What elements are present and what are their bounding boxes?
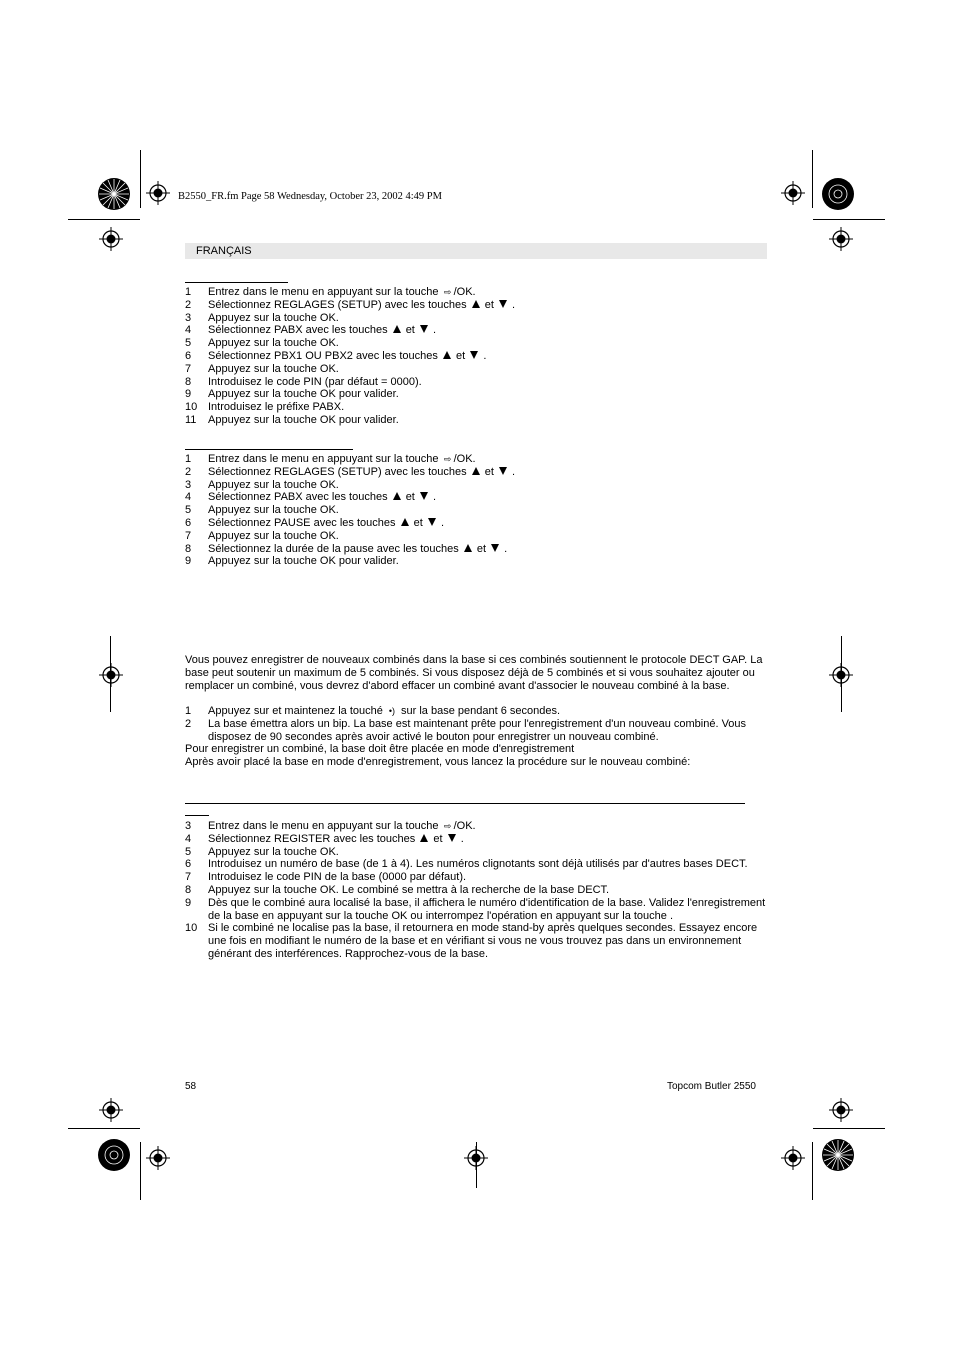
list-item — [185, 491, 515, 504]
list-item — [185, 555, 515, 568]
step-number: 2 — [185, 465, 192, 478]
step-number: 4 — [185, 491, 192, 504]
registration-mark — [829, 663, 853, 687]
step-text: Appuyez sur la touche OK. — [208, 845, 339, 858]
section-header-label: FRANÇAIS — [196, 245, 252, 257]
up-arrow-icon — [472, 467, 480, 475]
list-item — [185, 350, 515, 363]
step-number: 10 — [185, 922, 198, 935]
step-text: Sélectionnez REGLAGES (SETUP) avec les touches — [208, 298, 470, 311]
crop-mark — [812, 150, 813, 208]
down-arrow-icon — [448, 834, 456, 842]
up-arrow-icon — [393, 325, 401, 333]
list-item — [185, 884, 769, 897]
color-wheel-mark — [97, 1138, 131, 1172]
step-text-suffix: . — [512, 298, 516, 311]
step-text: Appuyez sur la touche OK. — [208, 529, 339, 542]
step-text: Dès que le combiné aura localisé la base, il affichera le numéro d'identification de la base. Validez l'enregistrement de la base en appuyant sur la touche OK ou interrompez l'opération en appuyant sur la touche . — [208, 896, 766, 922]
step-number: 1 — [185, 705, 192, 717]
step-text: Sélectionnez REGLAGES (SETUP) avec les touches — [208, 465, 470, 478]
list-item — [185, 517, 515, 530]
step-number: 11 — [185, 413, 197, 426]
step-text: Appuyez sur la touche OK. Le combiné se mettra à la recherche de la base DECT. — [208, 883, 610, 896]
color-wheel-mark — [97, 177, 131, 211]
section-rule — [185, 815, 209, 816]
list-item — [185, 401, 515, 414]
up-arrow-icon — [401, 518, 409, 526]
step-number: 6 — [185, 349, 192, 362]
step-number: 2 — [185, 298, 192, 311]
conjunction: et — [484, 465, 494, 478]
list-item — [185, 286, 515, 299]
step-text: Appuyez sur la touche OK pour valider. — [208, 413, 399, 426]
list-item — [185, 299, 515, 312]
list-item — [185, 858, 769, 871]
step-number: 5 — [185, 504, 192, 517]
list-item — [185, 504, 515, 517]
menu-key-icon: ⇨ — [443, 454, 452, 464]
crop-mark — [140, 150, 141, 208]
step-number: 8 — [185, 375, 192, 388]
step-text: Introduisez un numéro de base (de 1 à 4). Les numéros clignotants sont déjà utilisés par d'autres bases DECT. — [208, 858, 748, 871]
step-text: Sélectionnez la durée de la pause avec les touches — [208, 542, 462, 555]
step-text: Appuyez sur la touche OK. — [208, 311, 339, 324]
list-item — [185, 337, 515, 350]
step-number: 3 — [185, 478, 192, 491]
step-text-suffix: . — [460, 832, 464, 845]
conjunction: et — [476, 542, 487, 555]
conjunction: et — [456, 349, 466, 362]
list-item — [185, 922, 769, 960]
down-arrow-icon — [470, 351, 478, 359]
step-number: 3 — [185, 311, 192, 324]
step-text-suffix: . — [504, 542, 508, 555]
step-text-suffix: /OK. — [453, 820, 476, 832]
step-number: 6 — [185, 858, 192, 871]
step-number: 3 — [185, 820, 192, 832]
list-item — [185, 363, 515, 376]
steps-list-pause — [185, 453, 515, 568]
step-number: 8 — [185, 883, 192, 896]
down-arrow-icon — [428, 518, 436, 526]
note-procedure: Après avoir placé la base en mode d'enregistrement, vous lancez la procédure sur le nouveau combiné: — [185, 756, 691, 768]
step-text-suffix: . — [512, 465, 516, 478]
step-number: 2 — [185, 717, 192, 730]
conjunction: et — [433, 832, 443, 845]
step-text: Appuyez sur la touche OK pour valider. — [208, 388, 399, 401]
step-text: Sélectionnez REGISTER avec les touches — [208, 832, 419, 845]
step-text: Appuyez sur la touche OK pour valider. — [208, 555, 399, 568]
step-text: Entrez dans le menu en appuyant sur la touche — [208, 286, 442, 298]
registration-mark — [829, 1098, 853, 1122]
step-number: 4 — [185, 324, 192, 337]
section-rule — [185, 449, 353, 450]
down-arrow-icon — [420, 325, 428, 333]
registration-mark — [781, 1146, 805, 1170]
step-number: 9 — [185, 896, 192, 909]
list-item — [185, 312, 515, 325]
step-text: Sélectionnez PAUSE avec les touches — [208, 516, 399, 529]
step-number: 5 — [185, 337, 192, 350]
registration-mark — [99, 1098, 123, 1122]
list-item — [185, 718, 769, 744]
conjunction: et — [484, 298, 494, 311]
up-arrow-icon — [464, 544, 472, 552]
up-arrow-icon — [472, 300, 480, 308]
step-text: Entrez dans le menu en appuyant sur la touche — [208, 820, 442, 832]
down-arrow-icon — [420, 492, 428, 500]
step-text: Sélectionnez PBX1 OU PBX2 avec les touches — [208, 349, 441, 362]
section-header — [185, 243, 767, 259]
print-slug: B2550_FR.fm Page 58 Wednesday, October 23, 2002 4:49 PM — [178, 191, 442, 202]
step-text: La base émettra alors un bip. La base est maintenant prête pour l'enregistrement d'un nouveau combiné. Vous disposez de 90 secondes après avoir activé le bouton pour enregistrer un nouveau combiné. — [208, 717, 747, 743]
up-arrow-icon — [420, 834, 428, 842]
registration-mark — [829, 227, 853, 251]
step-text: Entrez dans le menu en appuyant sur la touche — [208, 453, 442, 465]
list-item — [185, 530, 515, 543]
step-number: 7 — [185, 529, 192, 542]
registration-mark — [146, 1146, 170, 1170]
step-number: 4 — [185, 832, 192, 845]
registration-mark — [146, 181, 170, 205]
crop-mark — [812, 1142, 813, 1200]
list-item — [185, 897, 769, 923]
down-arrow-icon — [499, 467, 507, 475]
step-text-suffix: . — [433, 491, 437, 504]
step-text: Appuyez sur la touche OK. — [208, 504, 339, 517]
step-text: Appuyez sur la touche OK. — [208, 362, 339, 375]
step-text: Introduisez le code PIN de la base (0000 par défaut). — [208, 871, 467, 884]
step-text: Introduisez le code PIN (par défaut = 0000). — [208, 375, 422, 388]
page-key-icon: •) — [388, 706, 396, 716]
step-text-suffix: /OK. — [453, 286, 476, 298]
step-number: 8 — [185, 542, 192, 555]
conjunction: et — [413, 516, 423, 529]
list-item — [185, 820, 769, 833]
crop-mark — [140, 1142, 141, 1200]
list-item — [185, 871, 769, 884]
down-arrow-icon — [499, 300, 507, 308]
note-registration-mode: Pour enregistrer un combiné, la base doit être placée en mode d'enregistrement — [185, 743, 575, 755]
crop-mark — [68, 1128, 140, 1129]
steps-list-pbx — [185, 286, 515, 427]
down-arrow-icon — [491, 544, 499, 552]
list-item — [185, 324, 515, 337]
list-item — [185, 453, 515, 466]
list-item — [185, 479, 515, 492]
registration-mark — [99, 227, 123, 251]
product-name: Topcom Butler 2550 — [667, 1081, 756, 1092]
section-rule — [185, 803, 745, 804]
step-text: Si le combiné ne localise pas la base, il retournera en mode stand-by après quelques secondes. Essayez encore une fois en modifiant le numéro de la base et en vérifiant si vous ne vous trouvez pas dans un environnement générant des interférences. Rapprochez-vous de la base. — [208, 922, 758, 960]
step-text-suffix: . — [433, 324, 437, 337]
registration-mark — [99, 663, 123, 687]
list-item — [185, 705, 769, 718]
step-number: 7 — [185, 871, 192, 884]
registration-mark — [781, 181, 805, 205]
step-text-suffix: sur la base pendant 6 secondes. — [397, 705, 561, 717]
crop-mark — [68, 219, 140, 220]
list-item — [185, 833, 769, 846]
list-item — [185, 414, 515, 427]
step-number: 1 — [185, 286, 192, 298]
crop-mark — [813, 1128, 885, 1129]
intro-paragraph: Vous pouvez enregistrer de nouveaux combinés dans la base si ces combinés soutiennent le protocole DECT GAP. La base peut soutenir un maximum de 5 combinés. Si vous disposez déjà de 5 combinés et si vous souhaitez ajouter ou remplacer un combiné, vous devrez d'abord effacer un combiné avant d'associer le nouveau combiné à la base. — [185, 654, 763, 692]
list-item — [185, 846, 769, 859]
steps-list-base — [185, 705, 769, 743]
color-wheel-mark — [821, 177, 855, 211]
step-text-suffix: /OK. — [453, 453, 476, 465]
menu-key-icon: ⇨ — [443, 821, 452, 831]
menu-key-icon: ⇨ — [443, 287, 452, 297]
step-text: Appuyez sur la touche OK. — [208, 478, 339, 491]
step-number: 9 — [185, 555, 192, 568]
step-number: 10 — [185, 401, 198, 414]
page-number: 58 — [185, 1081, 197, 1092]
list-item — [185, 388, 515, 401]
step-text: Appuyez sur et maintenez la touché — [208, 705, 386, 717]
crop-mark — [813, 219, 885, 220]
step-text: Sélectionnez PABX avec les touches — [208, 491, 391, 504]
up-arrow-icon — [393, 492, 401, 500]
step-number: 9 — [185, 388, 192, 401]
color-wheel-mark — [821, 1138, 855, 1172]
step-number: 1 — [185, 453, 192, 465]
section-rule — [185, 282, 288, 283]
registration-mark — [464, 1146, 488, 1170]
conjunction: et — [405, 491, 415, 504]
step-text: Introduisez le préfixe PABX. — [208, 401, 345, 414]
list-item — [185, 466, 515, 479]
steps-list-handset — [185, 820, 769, 961]
conjunction: et — [405, 324, 415, 337]
step-number: 6 — [185, 516, 192, 529]
step-text: Appuyez sur la touche OK. — [208, 337, 339, 350]
step-text-suffix: . — [440, 516, 445, 529]
step-number: 5 — [185, 845, 192, 858]
step-text: Sélectionnez PABX avec les touches — [208, 324, 391, 337]
step-text-suffix: . — [483, 349, 487, 362]
up-arrow-icon — [443, 351, 451, 359]
step-number: 7 — [185, 362, 192, 375]
list-item — [185, 543, 515, 556]
list-item — [185, 376, 515, 389]
